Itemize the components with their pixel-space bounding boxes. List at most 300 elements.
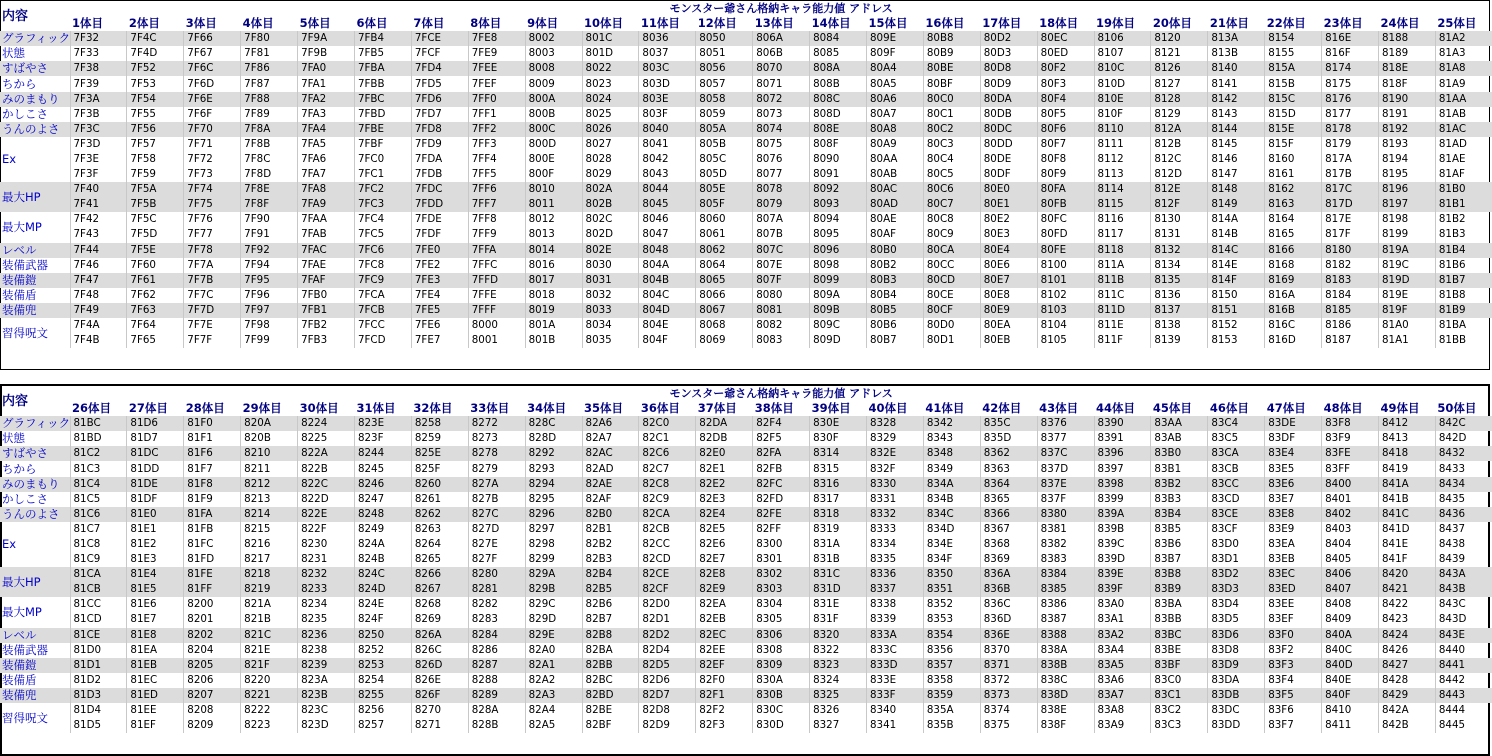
address-cell: 8408: [1322, 597, 1379, 612]
row-label: 装備兜: [0, 303, 70, 318]
address-cell: 8261: [411, 492, 468, 507]
address-cell: 80C6: [923, 182, 980, 197]
address-cell: 83F2: [1265, 643, 1322, 658]
address-cell: 802D: [582, 227, 639, 242]
address-cell: 8338: [866, 597, 923, 612]
address-cell: 802B: [582, 197, 639, 212]
address-cell: 7F4B: [70, 333, 127, 348]
address-cell: 81A9: [1435, 76, 1492, 91]
address-cell: 8224: [298, 416, 355, 431]
address-cell: 83F7: [1265, 718, 1322, 733]
address-cell: 8153: [1208, 333, 1265, 348]
address-cell: 80E6: [980, 258, 1037, 273]
address-cell: 82EC: [696, 628, 753, 643]
address-cell: 7FCD: [354, 333, 411, 348]
address-cell: 8405: [1322, 552, 1379, 567]
address-cell: 8280: [468, 567, 525, 582]
column-header: 10体目: [584, 16, 624, 31]
address-cell: 8343: [923, 431, 980, 446]
address-cell: 8162: [1265, 182, 1322, 197]
address-cell: 821E: [241, 643, 298, 658]
address-cell: 80D1: [923, 333, 980, 348]
address-cell: 8326: [810, 703, 867, 718]
address-cell: 8244: [354, 446, 411, 461]
address-cell: 8084: [810, 31, 867, 46]
address-cell: 8116: [1094, 212, 1151, 227]
address-cell: 80FC: [1037, 212, 1094, 227]
address-cell: 8131: [1151, 227, 1208, 242]
address-cell: 8262: [411, 507, 468, 522]
address-cell: 83D6: [1208, 628, 1265, 643]
address-cell: 80B7: [866, 333, 923, 348]
address-cell: 8293: [525, 461, 582, 476]
address-cell: 7F97: [241, 303, 298, 318]
address-cell: 82B2: [582, 537, 639, 552]
address-cell: 8255: [354, 688, 411, 703]
address-cell: 804E: [639, 318, 696, 333]
address-cell: 83A1: [1094, 612, 1151, 627]
column-header: 23体目: [1323, 16, 1363, 31]
row-label: 装備武器: [2, 642, 48, 657]
address-cell: 8305: [753, 612, 810, 627]
address-cell: 830C: [753, 703, 810, 718]
address-cell: 7FA8: [298, 182, 355, 197]
address-cell: 819F: [1378, 303, 1435, 318]
address-cell: 808B: [810, 76, 867, 91]
address-cell: 7FD5: [411, 76, 468, 91]
address-cell: 8410: [1322, 703, 1379, 718]
address-cell: 81AB: [1435, 107, 1492, 122]
address-cell: 81EE: [127, 703, 184, 718]
address-cell: 7F43: [70, 227, 127, 242]
column-header: 47体目: [1266, 401, 1306, 416]
address-cell: 8218: [241, 567, 298, 582]
address-cell: 80C4: [923, 152, 980, 167]
address-cell: 8074: [753, 122, 810, 137]
address-cell: 7FBC: [354, 92, 411, 107]
table-row: [0, 122, 1492, 137]
address-cell: 8272: [468, 416, 525, 431]
address-cell: 81E6: [127, 597, 184, 612]
address-cell: 834F: [923, 552, 980, 567]
row-label: ちから: [2, 76, 37, 91]
address-cell: 7F8E: [241, 182, 298, 197]
address-cell: 8444: [1435, 703, 1492, 718]
address-cell: 81BC: [70, 416, 127, 431]
address-cell: 8433: [1435, 461, 1492, 476]
address-cell: 8350: [923, 567, 980, 582]
address-cell: 82BC: [582, 673, 639, 688]
address-cell: 83B5: [1151, 522, 1208, 537]
address-cell: 7FE6: [411, 318, 468, 333]
address-cell: 824F: [354, 612, 411, 627]
address-cell: 839E: [1094, 567, 1151, 582]
address-cell: 8359: [923, 688, 980, 703]
address-cell: 8260: [411, 477, 468, 492]
address-cell: 800D: [525, 137, 582, 152]
row-label: かしこさ: [2, 106, 48, 121]
address-cell: 809E: [866, 31, 923, 46]
address-cell: 823C: [298, 703, 355, 718]
address-cell: 83B9: [1151, 582, 1208, 597]
address-cell: 80A4: [866, 61, 923, 76]
address-cell: 823B: [298, 688, 355, 703]
address-cell: 80E8: [980, 288, 1037, 303]
address-cell: 839D: [1094, 552, 1151, 567]
address-cell: 8302: [753, 567, 810, 582]
address-cell: 843A: [1435, 567, 1492, 582]
address-cell: 8217: [241, 552, 298, 567]
address-cell: 80E4: [980, 243, 1037, 258]
address-cell: 7F6F: [184, 107, 241, 122]
address-cell: 8349: [923, 461, 980, 476]
address-cell: 7F66: [184, 31, 241, 46]
address-cell: 8014: [525, 243, 582, 258]
address-cell: 818F: [1378, 76, 1435, 91]
address-cell: 81DF: [127, 492, 184, 507]
row-label: 装備鎧: [0, 273, 70, 288]
address-cell: 8235: [298, 612, 355, 627]
address-cell: 826F: [411, 688, 468, 703]
table-row: [0, 318, 1492, 333]
address-cell: 7F64: [127, 318, 184, 333]
address-cell: 8245: [354, 461, 411, 476]
address-cell: 8437: [1435, 522, 1492, 537]
address-cell: 8316: [810, 477, 867, 492]
address-cell: 82BA: [582, 643, 639, 658]
address-cell: 8111: [1094, 137, 1151, 152]
address-cell: 8309: [753, 658, 810, 673]
address-cell: 8142: [1208, 92, 1265, 107]
address-cell: 8126: [1151, 61, 1208, 76]
address-cell: 809C: [810, 318, 867, 333]
address-cell: 8059: [696, 107, 753, 122]
address-cell: 8336: [866, 567, 923, 582]
address-cell: 807A: [753, 212, 810, 227]
address-cell: 80DC: [980, 122, 1037, 137]
address-cell: 83AA: [1151, 416, 1208, 431]
address-cell: 83CB: [1208, 461, 1265, 476]
address-cell: 7F53: [127, 76, 184, 91]
address-cell: 8075: [753, 137, 810, 152]
address-cell: 8358: [923, 673, 980, 688]
address-cell: 82BD: [582, 688, 639, 703]
address-cell: 8046: [639, 212, 696, 227]
address-cell: 81AA: [1435, 92, 1492, 107]
address-cell: 7F48: [70, 288, 127, 303]
address-cell: 82CF: [639, 582, 696, 597]
address-cell: 82DB: [696, 431, 753, 446]
column-header: 43体目: [1039, 401, 1079, 416]
address-cell: 81AC: [1435, 122, 1492, 137]
address-cell: 8144: [1208, 122, 1265, 137]
address-cell: 80E1: [980, 197, 1037, 212]
address-cell: 7F7D: [184, 303, 241, 318]
address-cell: 839B: [1094, 522, 1151, 537]
address-cell: 8011: [525, 197, 582, 212]
table-row: [0, 416, 1492, 431]
address-cell: 80C5: [923, 167, 980, 182]
table-row: [0, 46, 1492, 61]
address-cell: 8369: [980, 552, 1037, 567]
address-cell: 8069: [696, 333, 753, 348]
address-cell: 7FD4: [411, 61, 468, 76]
address-cell: 8423: [1378, 612, 1435, 627]
address-cell: 83C3: [1151, 718, 1208, 733]
column-header: 50体目: [1437, 401, 1477, 416]
address-cell: 8183: [1322, 273, 1379, 288]
address-cell: 7FC5: [354, 227, 411, 242]
address-cell: 7F80: [241, 31, 298, 46]
address-cell: 81B7: [1435, 273, 1492, 288]
address-cell: 8377: [1037, 431, 1094, 446]
address-cell: 83A4: [1094, 643, 1151, 658]
table-row: [0, 688, 1492, 703]
row-label: レベル: [0, 243, 70, 258]
address-cell: 7FF8: [468, 212, 525, 227]
row-label: 最大HP: [0, 567, 70, 597]
address-cell: 8253: [354, 658, 411, 673]
address-cell: 7F5E: [127, 243, 184, 258]
address-cell: 811C: [1094, 288, 1151, 303]
address-cell: 8248: [354, 507, 411, 522]
address-cell: 82F0: [696, 673, 753, 688]
address-cell: 8101: [1037, 273, 1094, 288]
column-header-content: 内容: [2, 8, 29, 24]
address-cell: 8341: [866, 718, 923, 733]
table-row: [0, 522, 1492, 537]
address-cell: 830F: [810, 431, 867, 446]
address-cell: 7F56: [127, 122, 184, 137]
row-label: レベル: [0, 628, 70, 643]
address-cell: 7FCB: [354, 303, 411, 318]
address-cell: 7F47: [70, 273, 127, 288]
address-cell: 81C8: [70, 537, 127, 552]
address-cell: 7FAB: [298, 227, 355, 242]
address-cell: 8401: [1322, 492, 1379, 507]
column-header: 48体目: [1323, 401, 1363, 416]
table-row: [0, 446, 1492, 461]
address-cell: 800A: [525, 92, 582, 107]
address-cell: 811B: [1094, 273, 1151, 288]
address-cell: 8032: [582, 288, 639, 303]
address-cell: 7FA6: [298, 152, 355, 167]
address-cell: 810E: [1094, 92, 1151, 107]
address-cell: 7FC3: [354, 197, 411, 212]
address-cell: 8050: [696, 31, 753, 46]
address-cell: 8166: [1265, 243, 1322, 258]
address-cell: 81BB: [1435, 333, 1492, 348]
address-cell: 7F91: [241, 227, 298, 242]
address-cell: 8354: [923, 628, 980, 643]
address-cell: 8258: [411, 416, 468, 431]
table-row: [0, 76, 1492, 91]
column-header: 17体目: [982, 16, 1022, 31]
address-cell: 80B6: [866, 318, 923, 333]
table-row: [0, 243, 1492, 258]
address-cell: 819C: [1378, 258, 1435, 273]
address-cell: 803C: [639, 61, 696, 76]
address-cell: 8399: [1094, 492, 1151, 507]
address-cell: 81EF: [127, 718, 184, 733]
address-cell: 834E: [923, 537, 980, 552]
address-cell: 83BB: [1151, 612, 1208, 627]
address-cell: 7F3D: [70, 137, 127, 152]
address-cell: 836D: [980, 612, 1037, 627]
address-cell: 8138: [1151, 318, 1208, 333]
address-cell: 81D2: [70, 673, 127, 688]
address-cell: 825E: [411, 446, 468, 461]
column-header: 4体目: [242, 16, 274, 31]
address-cell: 81F1: [184, 431, 241, 446]
address-cell: 83A5: [1094, 658, 1151, 673]
address-cell: 801C: [582, 31, 639, 46]
address-cell: 8127: [1151, 76, 1208, 91]
address-cell: 7FCC: [354, 318, 411, 333]
address-cell: 828C: [525, 416, 582, 431]
address-cell: 81CD: [70, 612, 127, 627]
address-cell: 8331: [866, 492, 923, 507]
address-cell: 8028: [582, 152, 639, 167]
address-cell: 80F5: [1037, 107, 1094, 122]
table-row: [0, 643, 1492, 658]
address-cell: 83EB: [1265, 552, 1322, 567]
address-cell: 83F6: [1265, 703, 1322, 718]
address-cell: 8418: [1378, 446, 1435, 461]
address-cell: 80C3: [923, 137, 980, 152]
address-cell: 82B8: [582, 628, 639, 643]
address-cell: 7F6C: [184, 61, 241, 76]
column-header: 28体目: [185, 401, 225, 416]
table-row: [0, 227, 1492, 242]
address-cell: 812D: [1151, 167, 1208, 182]
address-cell: 82EF: [696, 658, 753, 673]
address-cell: 7FA2: [298, 92, 355, 107]
address-cell: 8143: [1208, 107, 1265, 122]
address-cell: 8042: [639, 152, 696, 167]
address-cell: 816C: [1265, 318, 1322, 333]
address-cell: 829A: [525, 567, 582, 582]
address-cell: 7F3C: [70, 122, 127, 137]
address-cell: 8222: [241, 703, 298, 718]
address-cell: 80AB: [866, 167, 923, 182]
address-cell: 82A7: [582, 431, 639, 446]
address-cell: 8301: [753, 552, 810, 567]
address-cell: 838D: [1037, 688, 1094, 703]
address-cell: 8308: [753, 643, 810, 658]
table-row: [0, 582, 1492, 597]
address-cell: 808C: [810, 92, 867, 107]
address-cell: 811E: [1094, 318, 1151, 333]
row-label: グラフィック: [2, 416, 70, 431]
address-cell: 81A2: [1435, 31, 1492, 46]
address-cell: 81BD: [70, 431, 127, 446]
address-cell: 82D4: [639, 643, 696, 658]
address-cell: 82C7: [639, 461, 696, 476]
address-cell: 83B4: [1151, 507, 1208, 522]
address-cell: 8403: [1322, 522, 1379, 537]
address-cell: 80BF: [923, 76, 980, 91]
address-cell: 7F74: [184, 182, 241, 197]
address-cell: 8334: [866, 537, 923, 552]
address-cell: 8002: [525, 31, 582, 46]
column-header: 44体目: [1096, 401, 1136, 416]
address-cell: 83E6: [1265, 477, 1322, 492]
address-cell: 83CE: [1208, 507, 1265, 522]
address-cell: 832F: [866, 461, 923, 476]
address-cell: 8400: [1322, 477, 1379, 492]
address-cell: 8022: [582, 61, 639, 76]
address-cell: 82D1: [639, 612, 696, 627]
address-cell: 8136: [1151, 288, 1208, 303]
address-cell: 7FAE: [298, 258, 355, 273]
address-cell: 827E: [468, 537, 525, 552]
address-cell: 8003: [525, 46, 582, 61]
address-cell: 815E: [1265, 122, 1322, 137]
address-cell: 83EC: [1265, 567, 1322, 582]
address-cell: 82B6: [582, 597, 639, 612]
address-cell: 8207: [184, 688, 241, 703]
address-cell: 81C9: [70, 552, 127, 567]
address-cell: 7FA5: [298, 137, 355, 152]
address-cell: 8188: [1378, 31, 1435, 46]
address-cell: 7F54: [127, 92, 184, 107]
address-cell: 81B6: [1435, 258, 1492, 273]
address-cell: 829B: [525, 582, 582, 597]
address-cell: 8213: [241, 492, 298, 507]
address-cell: 8001: [468, 333, 525, 348]
address-cell: 8254: [354, 673, 411, 688]
address-cell: 8440: [1435, 643, 1492, 658]
address-cell: 8186: [1322, 318, 1379, 333]
address-cell: 80B5: [866, 303, 923, 318]
address-cell: 81C6: [70, 507, 127, 522]
address-cell: 834C: [923, 507, 980, 522]
address-cell: 8068: [696, 318, 753, 333]
address-cell: 8201: [184, 612, 241, 627]
address-cell: 81CE: [70, 628, 127, 643]
table-row: [0, 673, 1492, 688]
address-cell: 813A: [1208, 31, 1265, 46]
address-cell: 7FF4: [468, 152, 525, 167]
address-cell: 80DA: [980, 92, 1037, 107]
address-cell: 83AB: [1151, 431, 1208, 446]
address-cell: 82E3: [696, 492, 753, 507]
address-cell: 8388: [1037, 628, 1094, 643]
address-cell: 804C: [639, 288, 696, 303]
address-cell: 7FAC: [298, 243, 355, 258]
address-cell: 8190: [1378, 92, 1435, 107]
address-cell: 8095: [810, 227, 867, 242]
address-cell: 80ED: [1037, 46, 1094, 61]
address-cell: 800C: [525, 122, 582, 137]
address-cell: 80DD: [980, 137, 1037, 152]
table-row: [0, 61, 1492, 76]
address-cell: 843D: [1435, 612, 1492, 627]
address-cell: 80AD: [866, 197, 923, 212]
address-cell: 8161: [1265, 167, 1322, 182]
address-cell: 80C0: [923, 92, 980, 107]
address-cell: 7FDC: [411, 182, 468, 197]
address-cell: 8187: [1322, 333, 1379, 348]
address-cell: 8324: [810, 673, 867, 688]
column-header: 40体目: [868, 401, 908, 416]
address-cell: 8387: [1037, 612, 1094, 627]
address-cell: 8085: [810, 46, 867, 61]
address-cell: 8017: [525, 273, 582, 288]
address-cell: 8259: [411, 431, 468, 446]
address-cell: 82E9: [696, 582, 753, 597]
